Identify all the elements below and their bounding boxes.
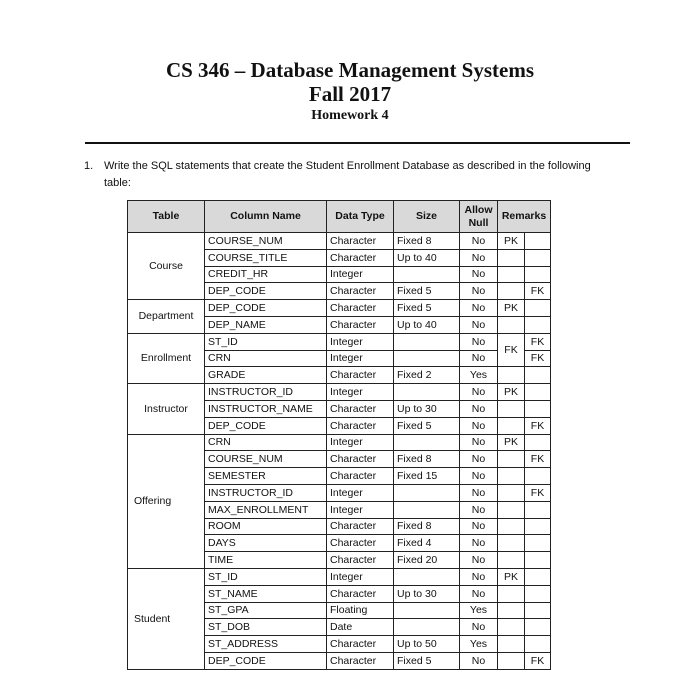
remarks-fk-cell: [525, 585, 551, 602]
data-type-cell: Character: [327, 585, 394, 602]
data-type-cell: Integer: [327, 434, 394, 451]
column-name-cell: INSTRUCTOR_ID: [205, 384, 327, 401]
data-type-cell: Integer: [327, 266, 394, 283]
allow-null-cell: No: [460, 249, 498, 266]
header-size: Size: [394, 201, 460, 233]
table-row: [128, 434, 551, 451]
data-type-cell: Character: [327, 283, 394, 300]
remarks-fk-cell: [525, 367, 551, 384]
column-name-cell: DEP_CODE: [205, 300, 327, 317]
size-cell: [394, 619, 460, 636]
allow-null-cell: Yes: [460, 636, 498, 653]
remarks-pk-cell: [498, 316, 525, 333]
column-name-cell: GRADE: [205, 367, 327, 384]
allow-null-cell: No: [460, 384, 498, 401]
table-name-cell: Offering: [128, 434, 205, 568]
remarks-fk-cell: [525, 636, 551, 653]
column-name-cell: ST_NAME: [205, 585, 327, 602]
table-header-row: [128, 201, 551, 233]
table-row: [128, 384, 551, 401]
size-cell: Fixed 8: [394, 451, 460, 468]
question-text-line2: table:: [104, 177, 131, 189]
header-column-name: Column Name: [205, 201, 327, 233]
column-name-cell: CRN: [205, 434, 327, 451]
data-type-cell: Integer: [327, 501, 394, 518]
data-type-cell: Character: [327, 300, 394, 317]
remarks-pk-cell: [498, 283, 525, 300]
allow-null-cell: No: [460, 585, 498, 602]
schema-table: [127, 200, 551, 670]
data-type-cell: Character: [327, 652, 394, 669]
table-name-cell: Student: [128, 568, 205, 669]
table-name-cell: Instructor: [128, 384, 205, 434]
column-name-cell: COURSE_TITLE: [205, 249, 327, 266]
document-term: Fall 2017: [308, 82, 392, 106]
data-type-cell: Character: [327, 400, 394, 417]
remarks-pk-cell: [498, 451, 525, 468]
size-cell: [394, 434, 460, 451]
data-type-cell: Character: [327, 552, 394, 569]
size-cell: Fixed 8: [394, 233, 460, 250]
allow-null-cell: No: [460, 350, 498, 367]
allow-null-cell: No: [460, 434, 498, 451]
size-cell: [394, 568, 460, 585]
header-divider: [85, 142, 630, 144]
data-type-cell: Character: [327, 468, 394, 485]
column-name-cell: DAYS: [205, 535, 327, 552]
size-cell: Fixed 20: [394, 552, 460, 569]
remarks-fk-cell: [525, 602, 551, 619]
size-cell: [394, 266, 460, 283]
size-cell: Fixed 2: [394, 367, 460, 384]
remarks-pk-cell: [498, 484, 525, 501]
table-name-cell: Enrollment: [128, 333, 205, 383]
remarks-pk-cell: [498, 652, 525, 669]
header-allow-null-line2: Null: [468, 216, 489, 229]
header-allow-null-line1: Allow: [464, 203, 493, 216]
remarks-fk-cell: [525, 468, 551, 485]
remarks-fk-cell: FK: [525, 652, 551, 669]
allow-null-cell: No: [460, 468, 498, 485]
column-name-cell: ST_ID: [205, 568, 327, 585]
size-cell: Up to 30: [394, 585, 460, 602]
remarks-pk-cell: [498, 636, 525, 653]
remarks-fk-cell: [525, 316, 551, 333]
remarks-fk-cell: [525, 300, 551, 317]
data-type-cell: Floating: [327, 602, 394, 619]
column-name-cell: DEP_CODE: [205, 417, 327, 434]
column-name-cell: ST_ID: [205, 333, 327, 350]
allow-null-cell: No: [460, 619, 498, 636]
column-name-cell: COURSE_NUM: [205, 451, 327, 468]
remarks-pk-cell: [498, 400, 525, 417]
allow-null-cell: No: [460, 266, 498, 283]
question-number: 1.: [84, 160, 94, 172]
column-name-cell: DEP_CODE: [205, 283, 327, 300]
header-data-type: Data Type: [327, 201, 394, 233]
remarks-pk-cell: PK: [498, 233, 525, 250]
allow-null-cell: No: [460, 552, 498, 569]
remarks-fk-cell: [525, 501, 551, 518]
size-cell: [394, 484, 460, 501]
allow-null-cell: No: [460, 518, 498, 535]
table-row: [128, 300, 551, 317]
data-type-cell: Character: [327, 535, 394, 552]
size-cell: Fixed 5: [394, 417, 460, 434]
remarks-fk-cell: [525, 266, 551, 283]
table-row: [128, 333, 551, 350]
allow-null-cell: No: [460, 417, 498, 434]
data-type-cell: Integer: [327, 350, 394, 367]
allow-null-cell: No: [460, 451, 498, 468]
data-type-cell: Date: [327, 619, 394, 636]
allow-null-cell: Yes: [460, 602, 498, 619]
column-name-cell: INSTRUCTOR_ID: [205, 484, 327, 501]
size-cell: Up to 30: [394, 400, 460, 417]
table-name-cell: Course: [128, 233, 205, 300]
remarks-pk-cell: [498, 367, 525, 384]
remarks-pk-cell: [498, 249, 525, 266]
remarks-fk-cell: FK: [525, 333, 551, 350]
column-name-cell: ST_DOB: [205, 619, 327, 636]
data-type-cell: Character: [327, 367, 394, 384]
data-type-cell: Character: [327, 316, 394, 333]
remarks-pk-cell: PK: [498, 384, 525, 401]
data-type-cell: Integer: [327, 384, 394, 401]
size-cell: Fixed 8: [394, 518, 460, 535]
remarks-fk-cell: [525, 535, 551, 552]
size-cell: [394, 384, 460, 401]
data-type-cell: Character: [327, 233, 394, 250]
allow-null-cell: No: [460, 316, 498, 333]
column-name-cell: TIME: [205, 552, 327, 569]
remarks-fk-cell: [525, 249, 551, 266]
allow-null-cell: No: [460, 652, 498, 669]
size-cell: Fixed 5: [394, 652, 460, 669]
data-type-cell: Integer: [327, 333, 394, 350]
size-cell: [394, 602, 460, 619]
remarks-pk-cell: [498, 585, 525, 602]
column-name-cell: INSTRUCTOR_NAME: [205, 400, 327, 417]
remarks-pk-cell: [498, 552, 525, 569]
allow-null-cell: Yes: [460, 367, 498, 384]
column-name-cell: DEP_CODE: [205, 652, 327, 669]
remarks-pk-cell: PK: [498, 568, 525, 585]
remarks-fk-cell: FK: [525, 350, 551, 367]
question-text-line1: Write the SQL statements that create the Student Enrollment Database as described in the following: [104, 160, 591, 172]
size-cell: [394, 333, 460, 350]
data-type-cell: Integer: [327, 484, 394, 501]
size-cell: [394, 501, 460, 518]
remarks-pk-cell: PK: [498, 434, 525, 451]
size-cell: Fixed 5: [394, 300, 460, 317]
column-name-cell: MAX_ENROLLMENT: [205, 501, 327, 518]
remarks-pk-cell: [498, 602, 525, 619]
remarks-pk-cell: [498, 535, 525, 552]
data-type-cell: Character: [327, 451, 394, 468]
document-assignment: Homework 4: [311, 108, 389, 123]
remarks-pk-cell: [498, 266, 525, 283]
remarks-fk-cell: FK: [525, 484, 551, 501]
table-row: [128, 233, 551, 250]
data-type-cell: Character: [327, 518, 394, 535]
column-name-cell: ST_ADDRESS: [205, 636, 327, 653]
remarks-fk-cell: [525, 518, 551, 535]
remarks-fk-cell: FK: [525, 283, 551, 300]
size-cell: Up to 40: [394, 316, 460, 333]
size-cell: Up to 50: [394, 636, 460, 653]
data-type-cell: Character: [327, 249, 394, 266]
allow-null-cell: No: [460, 283, 498, 300]
allow-null-cell: No: [460, 233, 498, 250]
remarks-fk-cell: [525, 552, 551, 569]
column-name-cell: ROOM: [205, 518, 327, 535]
table-row: [128, 568, 551, 585]
document-title: CS 346 – Database Management Systems: [165, 58, 535, 82]
remarks-pk-cell: [498, 417, 525, 434]
remarks-fk-cell: [525, 233, 551, 250]
remarks-pk-cell: [498, 501, 525, 518]
data-type-cell: Integer: [327, 568, 394, 585]
remarks-fk-cell: [525, 434, 551, 451]
column-name-cell: SEMESTER: [205, 468, 327, 485]
allow-null-cell: No: [460, 333, 498, 350]
remarks-fk-cell: [525, 384, 551, 401]
column-name-cell: COURSE_NUM: [205, 233, 327, 250]
allow-null-cell: No: [460, 535, 498, 552]
remarks-fk-cell: [525, 568, 551, 585]
remarks-fk-cell: FK: [525, 451, 551, 468]
size-cell: [394, 350, 460, 367]
allow-null-cell: No: [460, 300, 498, 317]
header-table: Table: [128, 201, 205, 233]
remarks-pk-cell: PK: [498, 300, 525, 317]
remarks-fk-cell: [525, 400, 551, 417]
column-name-cell: CRN: [205, 350, 327, 367]
remarks-fk-cell: FK: [525, 417, 551, 434]
column-name-cell: ST_GPA: [205, 602, 327, 619]
allow-null-cell: No: [460, 484, 498, 501]
table-name-cell: Department: [128, 300, 205, 334]
data-type-cell: Character: [327, 636, 394, 653]
remarks-pk-cell: [498, 518, 525, 535]
size-cell: Up to 40: [394, 249, 460, 266]
size-cell: Fixed 4: [394, 535, 460, 552]
size-cell: Fixed 5: [394, 283, 460, 300]
size-cell: Fixed 15: [394, 468, 460, 485]
remarks-fk-cell: [525, 619, 551, 636]
header-remarks: Remarks: [498, 201, 551, 233]
header-allow-null: [460, 201, 498, 233]
remarks-pk-cell: [498, 468, 525, 485]
data-type-cell: Character: [327, 417, 394, 434]
remarks-pk-cell: [498, 619, 525, 636]
remarks-pk-cell: FK: [498, 333, 525, 367]
column-name-cell: CREDIT_HR: [205, 266, 327, 283]
column-name-cell: DEP_NAME: [205, 316, 327, 333]
allow-null-cell: No: [460, 501, 498, 518]
allow-null-cell: No: [460, 568, 498, 585]
allow-null-cell: No: [460, 400, 498, 417]
